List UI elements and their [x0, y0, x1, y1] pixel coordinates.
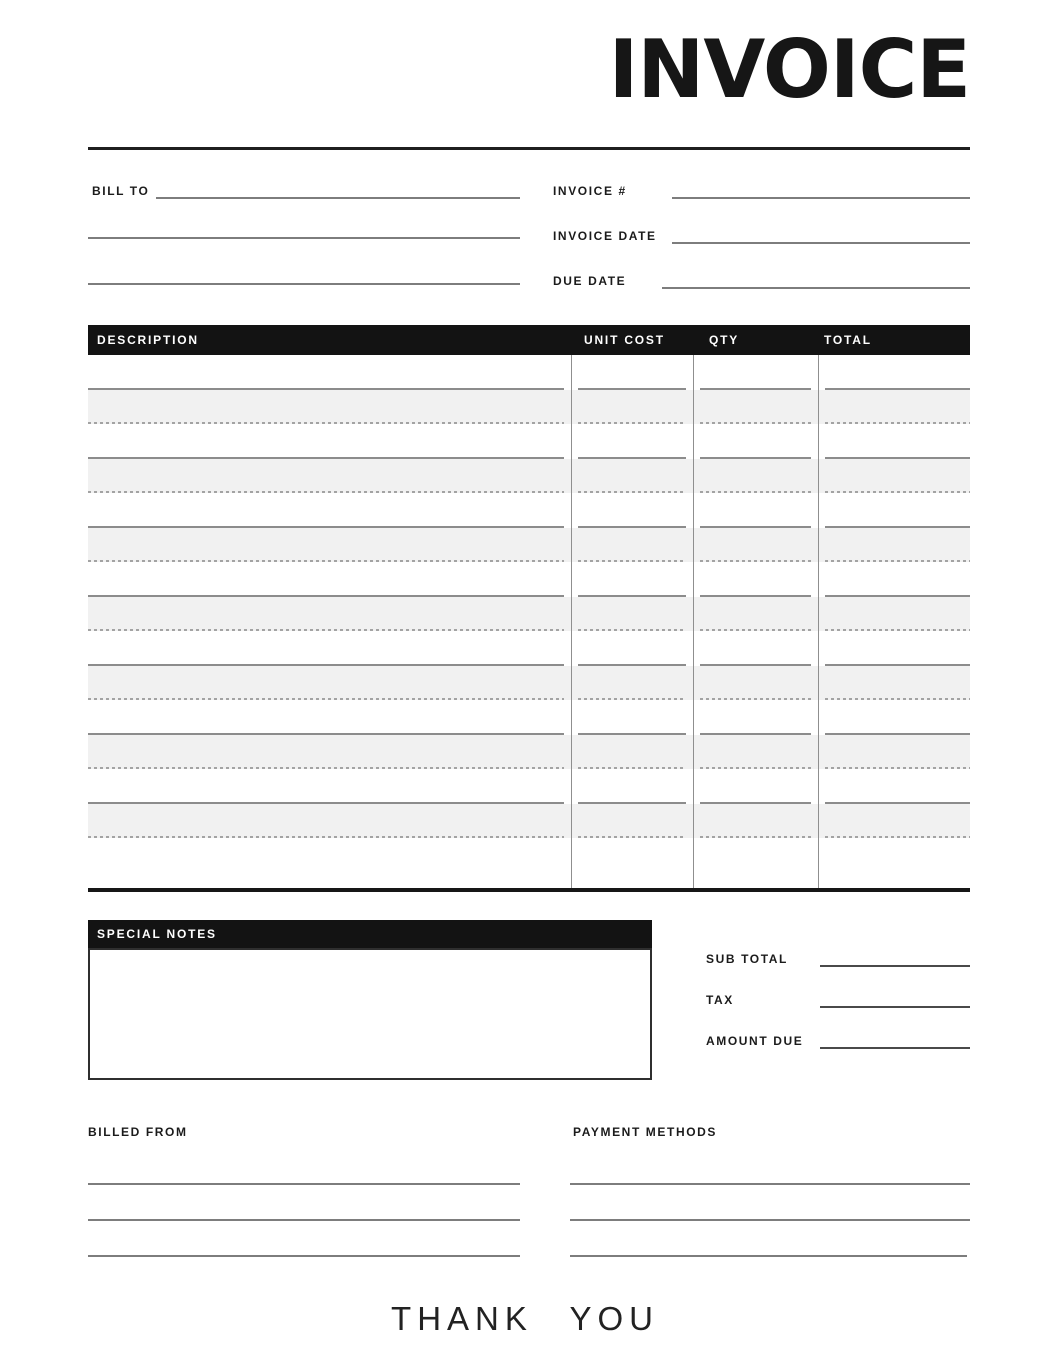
table-cell-total[interactable]: [818, 528, 970, 562]
table-cell-total[interactable]: [818, 459, 970, 493]
table-row-shaded: [88, 804, 970, 838]
sub-total-label: SUB TOTAL: [706, 952, 788, 966]
table-cell-unit-cost[interactable]: [571, 355, 693, 390]
table-cell-description[interactable]: [88, 804, 571, 838]
payment-methods-line-2[interactable]: [570, 1219, 970, 1221]
payment-methods-line-1[interactable]: [570, 1183, 970, 1185]
table-row-shaded: [88, 666, 970, 700]
bill-to-line-3[interactable]: [88, 283, 520, 285]
table-cell-total[interactable]: [818, 631, 970, 666]
table-cell-unit-cost[interactable]: [571, 804, 693, 838]
table-cell-qty[interactable]: [693, 390, 818, 424]
table-cell-qty[interactable]: [693, 666, 818, 700]
billed-from-label: BILLED FROM: [88, 1125, 188, 1139]
table-row-shaded: [88, 528, 970, 562]
table-cell-description[interactable]: [88, 597, 571, 631]
table-cell-qty[interactable]: [693, 700, 818, 735]
table-cell-description[interactable]: [88, 390, 571, 424]
table-row: [88, 838, 970, 888]
table-cell-unit-cost[interactable]: [571, 631, 693, 666]
column-header-total: TOTAL: [824, 333, 872, 347]
table-cell-qty[interactable]: [693, 355, 818, 390]
table-cell-qty[interactable]: [693, 493, 818, 528]
header-rule: [88, 147, 970, 150]
table-cell-qty[interactable]: [693, 631, 818, 666]
invoice-date-line[interactable]: [672, 242, 970, 244]
table-cell-description[interactable]: [88, 459, 571, 493]
billed-from-line-3[interactable]: [88, 1255, 520, 1257]
tax-line[interactable]: [820, 1006, 970, 1008]
table-row-shaded: [88, 597, 970, 631]
table-cell-qty[interactable]: [693, 424, 818, 459]
table-cell-unit-cost[interactable]: [571, 735, 693, 769]
table-cell-total[interactable]: [818, 424, 970, 459]
table-cell-description[interactable]: [88, 666, 571, 700]
payment-methods-line-3[interactable]: [570, 1255, 967, 1257]
special-notes-bar: [88, 920, 652, 948]
table-cell-unit-cost[interactable]: [571, 424, 693, 459]
sub-total-line[interactable]: [820, 965, 970, 967]
page-title: INVOICE: [608, 23, 970, 116]
table-row: [88, 700, 970, 735]
table-cell-total[interactable]: [818, 493, 970, 528]
table-cell-unit-cost[interactable]: [571, 562, 693, 597]
table-row-shaded: [88, 735, 970, 769]
special-notes-box[interactable]: [88, 948, 652, 1080]
special-notes-label: SPECIAL NOTES: [97, 927, 217, 941]
items-table-header: [88, 325, 970, 355]
bill-to-line-1[interactable]: [156, 197, 520, 199]
table-cell-qty[interactable]: [693, 838, 818, 888]
table-cell-description[interactable]: [88, 838, 571, 888]
due-date-label: DUE DATE: [553, 274, 627, 288]
table-cell-description[interactable]: [88, 355, 571, 390]
table-cell-qty[interactable]: [693, 735, 818, 769]
invoice-date-label: INVOICE DATE: [553, 229, 657, 243]
table-cell-total[interactable]: [818, 700, 970, 735]
table-row-shaded: [88, 390, 970, 424]
table-cell-unit-cost[interactable]: [571, 597, 693, 631]
billed-from-line-2[interactable]: [88, 1219, 520, 1221]
amount-due-line[interactable]: [820, 1047, 970, 1049]
table-cell-total[interactable]: [818, 804, 970, 838]
table-row: [88, 562, 970, 597]
table-cell-unit-cost[interactable]: [571, 666, 693, 700]
table-cell-total[interactable]: [818, 562, 970, 597]
table-cell-total[interactable]: [818, 390, 970, 424]
invoice-number-line[interactable]: [672, 197, 970, 199]
table-cell-description[interactable]: [88, 700, 571, 735]
table-cell-unit-cost[interactable]: [571, 838, 693, 888]
table-cell-total[interactable]: [818, 838, 970, 888]
column-header-unit-cost: UNIT COST: [584, 333, 665, 347]
table-cell-total[interactable]: [818, 769, 970, 804]
bill-to-label: BILL TO: [92, 184, 150, 198]
table-row: [88, 355, 970, 390]
column-header-qty: QTY: [709, 333, 740, 347]
table-cell-total[interactable]: [818, 735, 970, 769]
billed-from-line-1[interactable]: [88, 1183, 520, 1185]
invoice-number-label: INVOICE #: [553, 184, 627, 198]
table-cell-qty[interactable]: [693, 459, 818, 493]
table-cell-description[interactable]: [88, 562, 571, 597]
table-cell-unit-cost[interactable]: [571, 769, 693, 804]
table-cell-description[interactable]: [88, 631, 571, 666]
table-cell-qty[interactable]: [693, 562, 818, 597]
table-cell-description[interactable]: [88, 493, 571, 528]
table-cell-unit-cost[interactable]: [571, 459, 693, 493]
table-cell-total[interactable]: [818, 355, 970, 390]
table-cell-description[interactable]: [88, 424, 571, 459]
table-row: [88, 493, 970, 528]
items-table-body: [88, 355, 970, 892]
table-cell-qty[interactable]: [693, 597, 818, 631]
table-cell-qty[interactable]: [693, 804, 818, 838]
table-row: [88, 769, 970, 804]
table-cell-qty[interactable]: [693, 769, 818, 804]
table-cell-total[interactable]: [818, 666, 970, 700]
table-cell-qty[interactable]: [693, 528, 818, 562]
thank-you-text: THANK YOU: [391, 1300, 659, 1337]
table-cell-unit-cost[interactable]: [571, 493, 693, 528]
table-cell-unit-cost[interactable]: [571, 390, 693, 424]
column-header-description: DESCRIPTION: [97, 333, 199, 347]
table-cell-unit-cost[interactable]: [571, 700, 693, 735]
table-cell-unit-cost[interactable]: [571, 528, 693, 562]
table-row-shaded: [88, 459, 970, 493]
table-row: [88, 631, 970, 666]
payment-methods-label: PAYMENT METHODS: [573, 1125, 718, 1139]
due-date-line[interactable]: [662, 287, 970, 289]
tax-label: TAX: [706, 993, 734, 1007]
bill-to-line-2[interactable]: [88, 237, 520, 239]
table-cell-description[interactable]: [88, 735, 571, 769]
table-row: [88, 424, 970, 459]
table-cell-description[interactable]: [88, 528, 571, 562]
table-cell-total[interactable]: [818, 597, 970, 631]
table-cell-description[interactable]: [88, 769, 571, 804]
amount-due-label: AMOUNT DUE: [706, 1034, 804, 1048]
